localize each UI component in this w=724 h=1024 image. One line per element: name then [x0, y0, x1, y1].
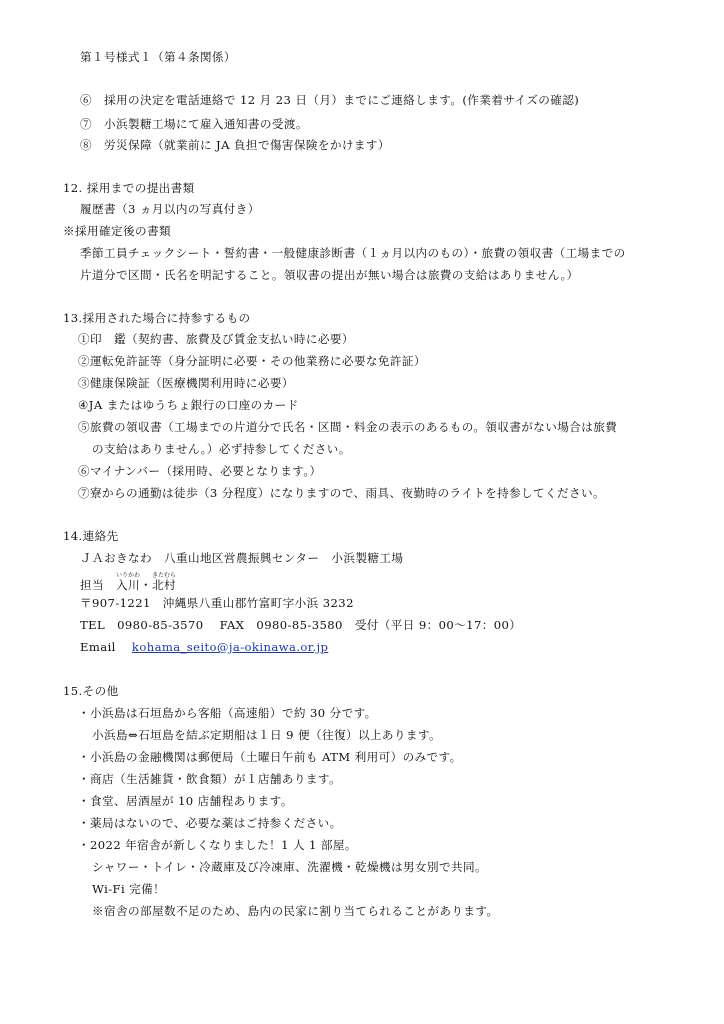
list-item: ③健康保険証（医療機関利用時に必要）: [78, 376, 294, 390]
contact-label: 担当: [80, 578, 104, 592]
section-12-line: 履歴書（3 ヵ月以内の写真付き）: [80, 202, 260, 216]
list-item: の支給はありません。）必ず持参してください。: [92, 442, 351, 456]
contact-person: 担当 入川いりかわ・北村きたむら: [80, 572, 177, 592]
contact-organization: ＪＡおきなわ 八重山地区営農振興センター 小浜製糖工場: [80, 551, 404, 565]
section-13-title: 13.採用された場合に持参するもの: [63, 311, 251, 325]
email-link[interactable]: kohama_seito@ja-okinawa.or.jp: [131, 640, 329, 654]
list-item: ④JA またはゆうちょ銀行の口座のカード: [78, 398, 299, 412]
contact-name-2: 北村きたむら: [152, 572, 177, 592]
list-item: ・小浜島の金融機関は郵便局（土曜日午前も ATM 利用可）のみです。: [78, 750, 462, 764]
contact-phone: TEL 0980-85-3570 FAX 0980-85-3580 受付（平日 9：00～17：00）: [80, 618, 522, 632]
list-item: ・小浜島は石垣島から客船（高速船）で約 30 分です。: [78, 706, 377, 720]
section-12-line: 片道分で区間・氏名を明記すること。領収書の提出が無い場合は旅費の支給はありません。）: [80, 268, 579, 282]
list-item: ⑤旅費の領収書（工場までの片道分で氏名・区間・料金の表示のあるもの。領収書がない場合は旅費: [78, 420, 618, 434]
list-item: ①印 鑑（契約書、旅費及び賃金支払い時に必要）: [78, 332, 354, 346]
section-15-title: 15.その他: [63, 684, 119, 698]
contact-name-1: 入川いりかわ: [116, 572, 141, 592]
list-item: ⑥マイナンバー（採用時、必要となります。）: [78, 464, 322, 478]
list-item: ⑦ 小浜製糖工場にて雇入通知書の受渡。: [80, 117, 308, 131]
list-item: 小浜島⇔石垣島を結ぶ定期船は１日 9 便（往復）以上あります。: [92, 728, 441, 742]
form-header: 第１号様式１（第４条関係）: [80, 50, 236, 64]
list-item: ・商店（生活雑貨・飲食類）が１店舗あります。: [78, 772, 341, 786]
list-item: ⑧ 労災保障（就業前に JA 負担で傷害保険をかけます）: [80, 138, 390, 152]
list-item: ・薬局はないので、必要な薬はご持参ください。: [78, 816, 342, 830]
section-14-title: 14.連絡先: [63, 529, 119, 543]
section-12-line: 季節工員チェックシート・誓約書・一般健康診断書（１ヵ月以内のもの）・旅費の領収書（工場までの: [80, 246, 626, 260]
email-label: Email: [80, 640, 116, 654]
list-item: シャワー・トイレ・冷蔵庫及び冷凍庫、洗濯機・乾燥機は男女別で共同。: [92, 860, 487, 874]
list-item: ・2022 年宿舎が新しくなりました！1 人 1 部屋。: [78, 838, 357, 852]
section-12-title: 12. 採用までの提出書類: [63, 181, 195, 195]
section-12-line: ※採用確定後の書類: [63, 224, 171, 238]
list-item: ※宿舎の部屋数不足のため、島内の民家に割り当てられることがあります。: [92, 904, 499, 918]
contact-email-row: [80, 639, 328, 655]
list-item: ⑦寮からの通勤は徒歩（3 分程度）になりますので、雨具、夜勤時のライトを持参してください。: [78, 486, 606, 500]
contact-address: 〒907-1221 沖縄県八重山郡竹富町字小浜 3232: [80, 596, 354, 610]
list-item: ⑥ 採用の決定を電話連絡で 12 月 23 日（月）までにご連絡します。(作業着サイズの確認): [80, 93, 580, 107]
list-item: ・食堂、居酒屋が 10 店舗程あります。: [78, 794, 293, 808]
list-item: Wi-Fi 完備！: [92, 882, 166, 896]
list-item: ②運転免許証等（身分証明に必要・その他業務に必要な免許証）: [78, 354, 426, 368]
